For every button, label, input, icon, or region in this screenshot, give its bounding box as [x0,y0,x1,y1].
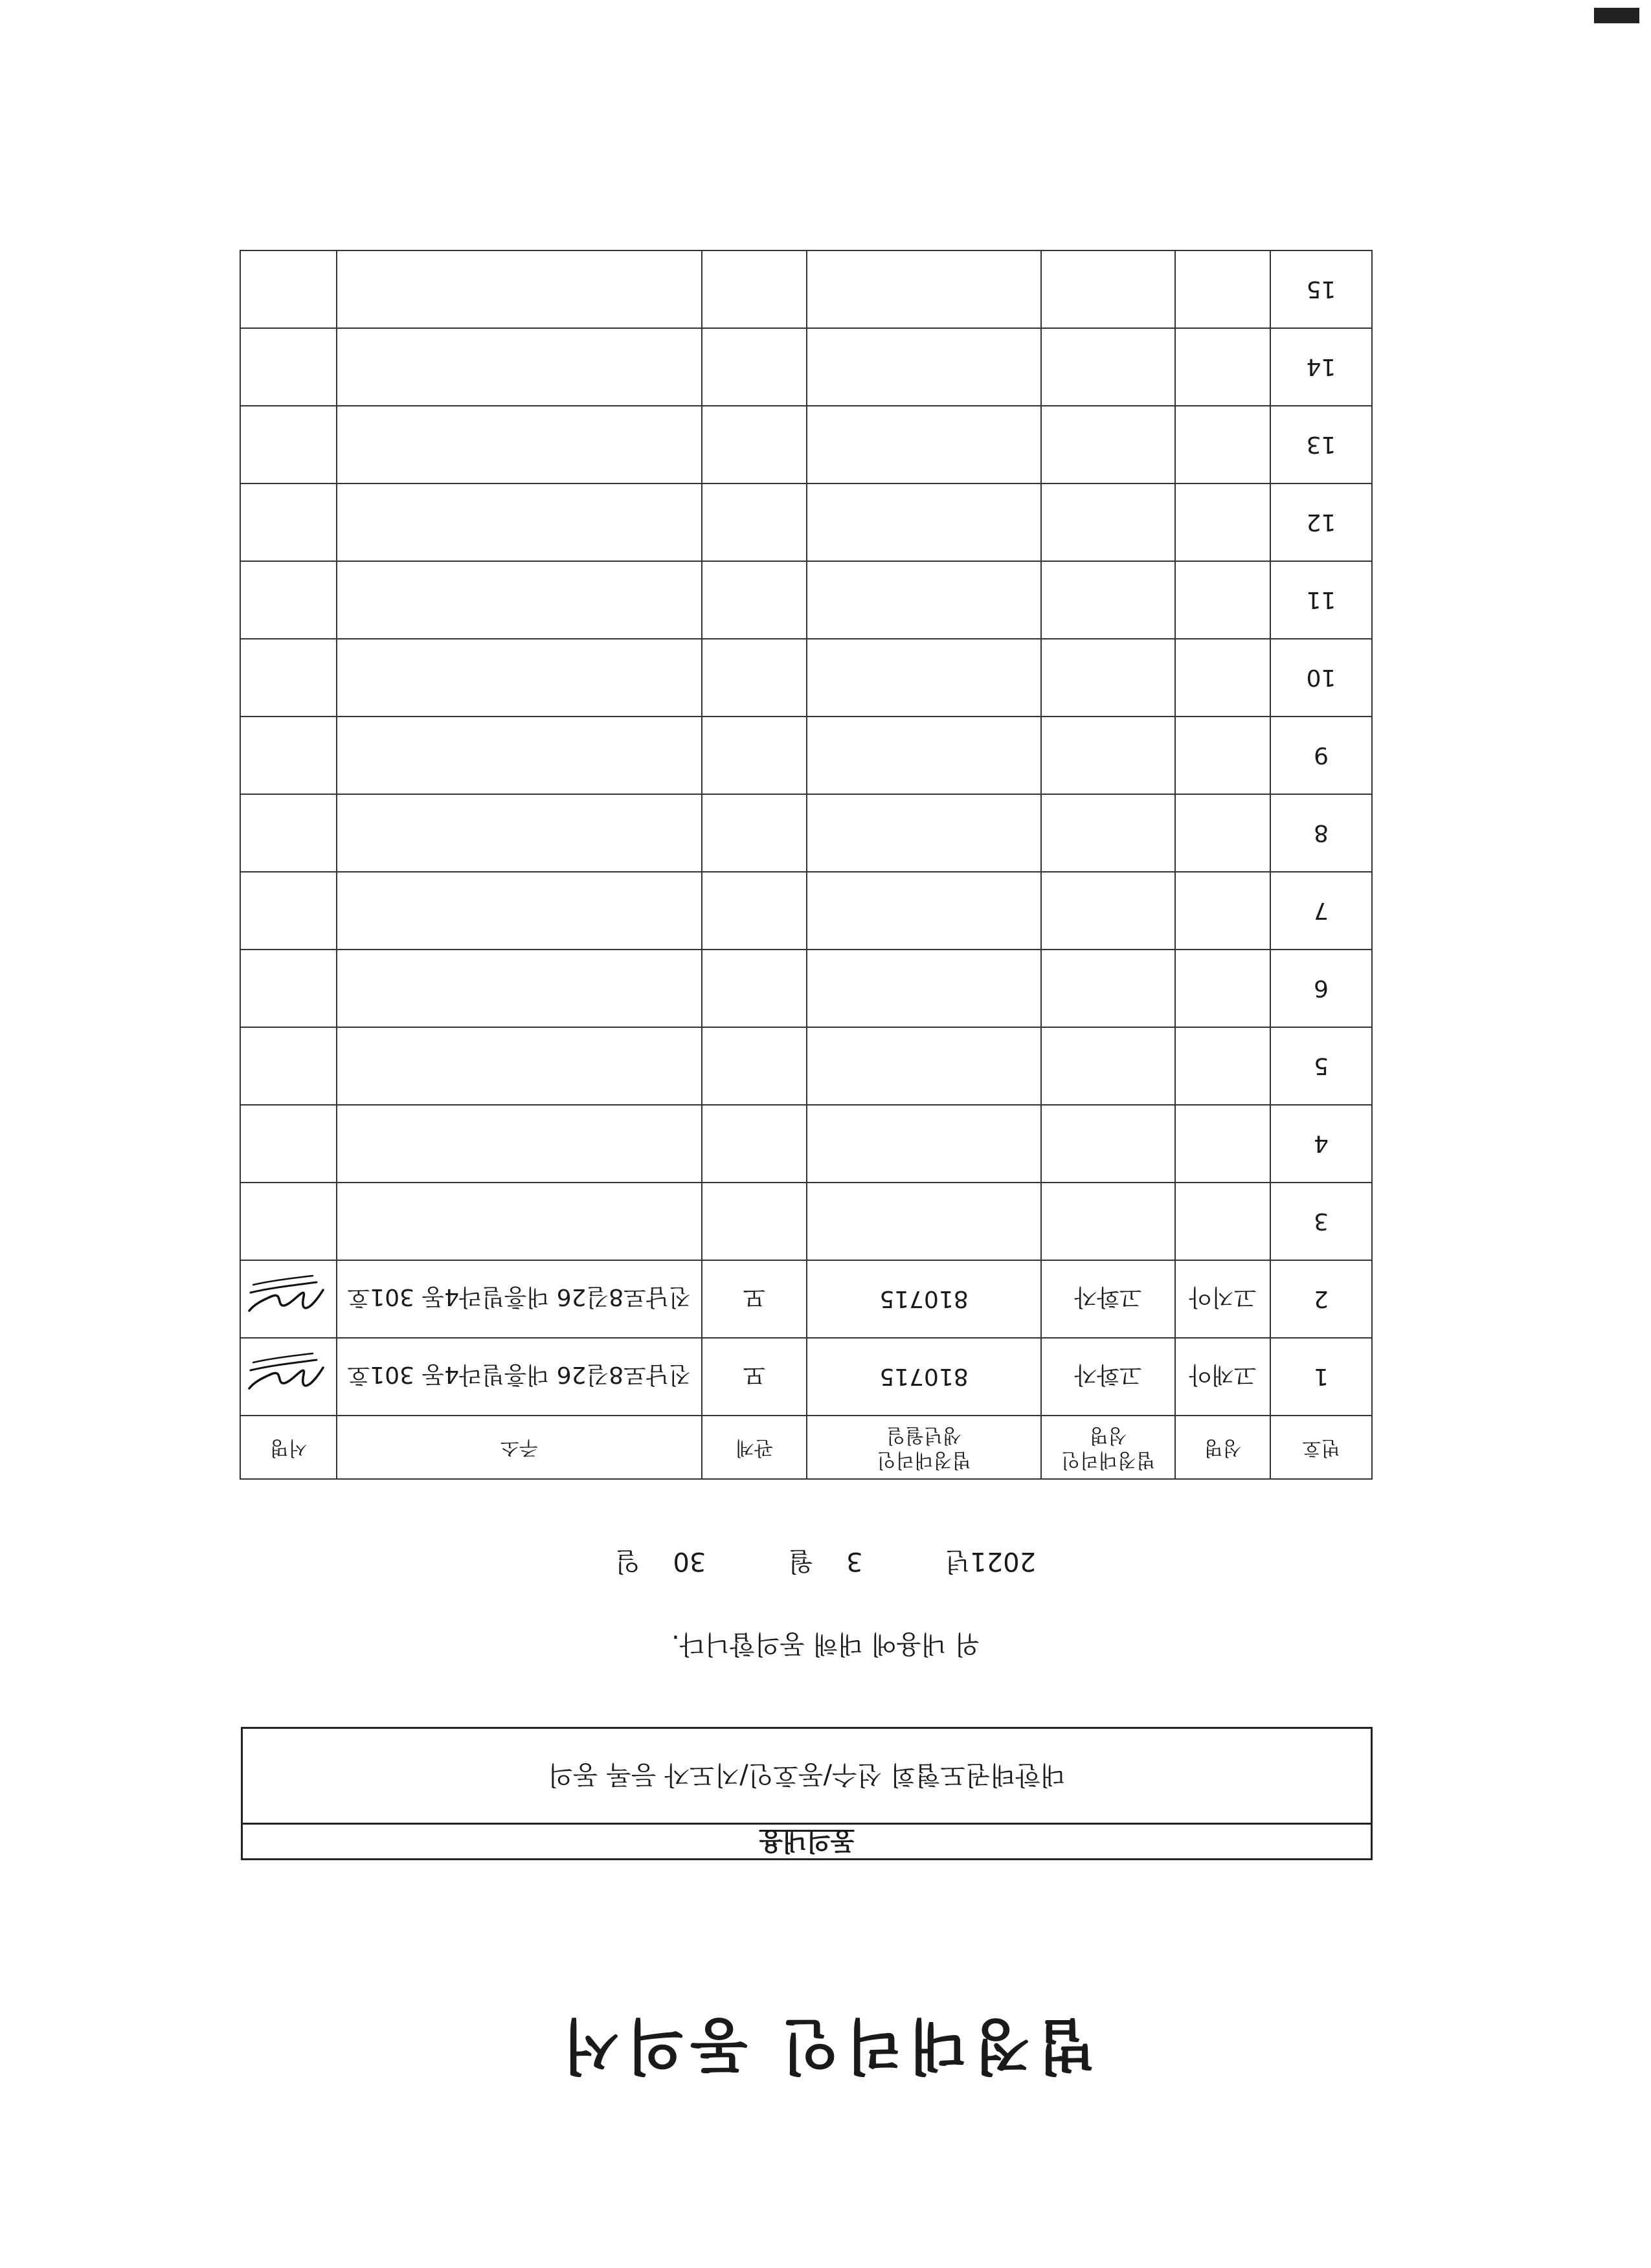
row-address [337,639,702,717]
row-name [1175,639,1270,717]
row-name [1175,794,1270,872]
row-name [1175,250,1270,328]
row-signature [240,250,337,328]
row-address [337,561,702,639]
row-number: 11 [1270,561,1372,639]
row-guardian-name: 고화자 [1041,1260,1175,1338]
handwritten-signature [245,1268,330,1330]
consent-content: 대한태권도협회 선수/동호인/지도자 등록 동의 [548,1760,1066,1790]
consent-heading [243,1823,1371,1858]
row-signature [240,1338,337,1416]
consent-box [241,1727,1373,1860]
row-number: 4 [1270,1105,1372,1183]
row-guardian-name [1041,328,1175,406]
row-relation [702,717,807,794]
table-row [240,639,1372,717]
row-address [337,794,702,872]
row-signature [240,1027,337,1105]
row-number: 10 [1270,639,1372,717]
row-relation [702,872,807,950]
row-signature [240,406,337,484]
table-row [240,1338,1372,1416]
row-number: 6 [1270,950,1372,1027]
row-address [337,250,702,328]
row-signature [240,1183,337,1260]
row-guardian-name [1041,250,1175,328]
row-guardian-name [1041,561,1175,639]
row-guardian-name [1041,406,1175,484]
row-guardian-birth [807,406,1041,484]
row-name: 고재아 [1175,1338,1270,1416]
table-row [240,794,1372,872]
table-row [240,250,1372,328]
row-name [1175,328,1270,406]
header-address: 주소 [337,1416,702,1479]
row-name [1175,406,1270,484]
row-guardian-birth [807,484,1041,561]
row-signature [240,1105,337,1183]
table-row [240,406,1372,484]
row-guardian-birth [807,950,1041,1027]
row-relation [702,250,807,328]
row-guardian-name [1041,1027,1175,1105]
row-signature [240,484,337,561]
row-signature [240,794,337,872]
table-row [240,1105,1372,1183]
row-address [337,950,702,1027]
row-guardian-birth [807,639,1041,717]
scan-edge-mark [1594,8,1639,23]
row-signature [240,639,337,717]
row-address [337,1105,702,1183]
row-number: 7 [1270,872,1372,950]
row-number: 15 [1270,250,1372,328]
row-name [1175,561,1270,639]
date-day: 30 [673,1546,706,1576]
row-signature [240,561,337,639]
row-name [1175,717,1270,794]
table-row [240,950,1372,1027]
row-signature [240,1260,337,1338]
row-address [337,717,702,794]
row-guardian-birth [807,1105,1041,1183]
consent-statement: 위 내용에 대해 동의합니다. [671,1629,980,1659]
row-name [1175,872,1270,950]
table-row [240,1027,1372,1105]
header-guardian-birth: 법정대리인 생년월일 [807,1416,1041,1479]
row-number: 3 [1270,1183,1372,1260]
row-number: 12 [1270,484,1372,561]
row-guardian-birth [807,872,1041,950]
date-month: 3 [846,1546,863,1576]
row-name [1175,950,1270,1027]
row-relation [702,950,807,1027]
row-relation: 모 [702,1338,807,1416]
row-signature [240,950,337,1027]
row-guardian-name [1041,1105,1175,1183]
row-relation [702,561,807,639]
row-guardian-name [1041,639,1175,717]
row-guardian-name [1041,794,1175,872]
consent-heading-text: 동의내용 [759,1827,855,1856]
row-address [337,1183,702,1260]
row-guardian-birth: 810715 [807,1338,1041,1416]
row-number: 2 [1270,1260,1372,1338]
date-month-unit: 월 [788,1546,814,1576]
row-number: 9 [1270,717,1372,794]
date-line [0,1545,1651,1582]
row-address [337,406,702,484]
row-name [1175,1105,1270,1183]
table-row [240,484,1372,561]
row-address [337,872,702,950]
row-address [337,484,702,561]
row-name [1175,484,1270,561]
row-relation [702,406,807,484]
handwritten-signature [245,1346,330,1408]
row-guardian-birth: 810715 [807,1260,1041,1338]
row-address: 진남로8길26 대흥빌라4동 301호 [337,1260,702,1338]
row-signature [240,717,337,794]
row-guardian-birth [807,1027,1041,1105]
row-number: 14 [1270,328,1372,406]
date-year: 2021년 [945,1546,1037,1576]
row-guardian-birth [807,561,1041,639]
table-row [240,1260,1372,1338]
guardian-table [240,250,1373,1480]
row-relation [702,328,807,406]
row-number: 13 [1270,406,1372,484]
row-guardian-birth [807,1183,1041,1260]
row-guardian-birth [807,794,1041,872]
row-number: 8 [1270,794,1372,872]
document-title: 법정대리인 동의서 [556,2011,1095,2080]
header-number: 번호 [1270,1416,1372,1479]
row-guardian-name: 고화자 [1041,1338,1175,1416]
row-address [337,1027,702,1105]
table-row [240,872,1372,950]
row-number: 5 [1270,1027,1372,1105]
row-relation [702,794,807,872]
row-guardian-birth [807,717,1041,794]
table-header-row [240,1416,1372,1479]
date-day-unit: 일 [614,1546,640,1576]
row-signature [240,872,337,950]
row-guardian-name [1041,717,1175,794]
row-guardian-birth [807,328,1041,406]
row-relation: 모 [702,1260,807,1338]
header-name: 성명 [1175,1416,1270,1479]
row-relation [702,1105,807,1183]
row-guardian-name [1041,1183,1175,1260]
header-signature: 서명 [240,1416,337,1479]
table-row [240,328,1372,406]
row-relation [702,484,807,561]
row-name [1175,1183,1270,1260]
table-row [240,561,1372,639]
table-row [240,717,1372,794]
row-guardian-name [1041,950,1175,1027]
row-relation [702,1183,807,1260]
header-relation: 관계 [702,1416,807,1479]
row-name: 고지아 [1175,1260,1270,1338]
table-row [240,1183,1372,1260]
row-guardian-birth [807,250,1041,328]
row-relation [702,1027,807,1105]
row-address: 진남로8길26 대흥빌라4동 301호 [337,1338,702,1416]
row-signature [240,328,337,406]
row-relation [702,639,807,717]
row-guardian-name [1041,484,1175,561]
header-guardian-name: 법정대리인 성명 [1041,1416,1175,1479]
row-address [337,328,702,406]
row-number: 1 [1270,1338,1372,1416]
row-guardian-name [1041,872,1175,950]
row-name [1175,1027,1270,1105]
